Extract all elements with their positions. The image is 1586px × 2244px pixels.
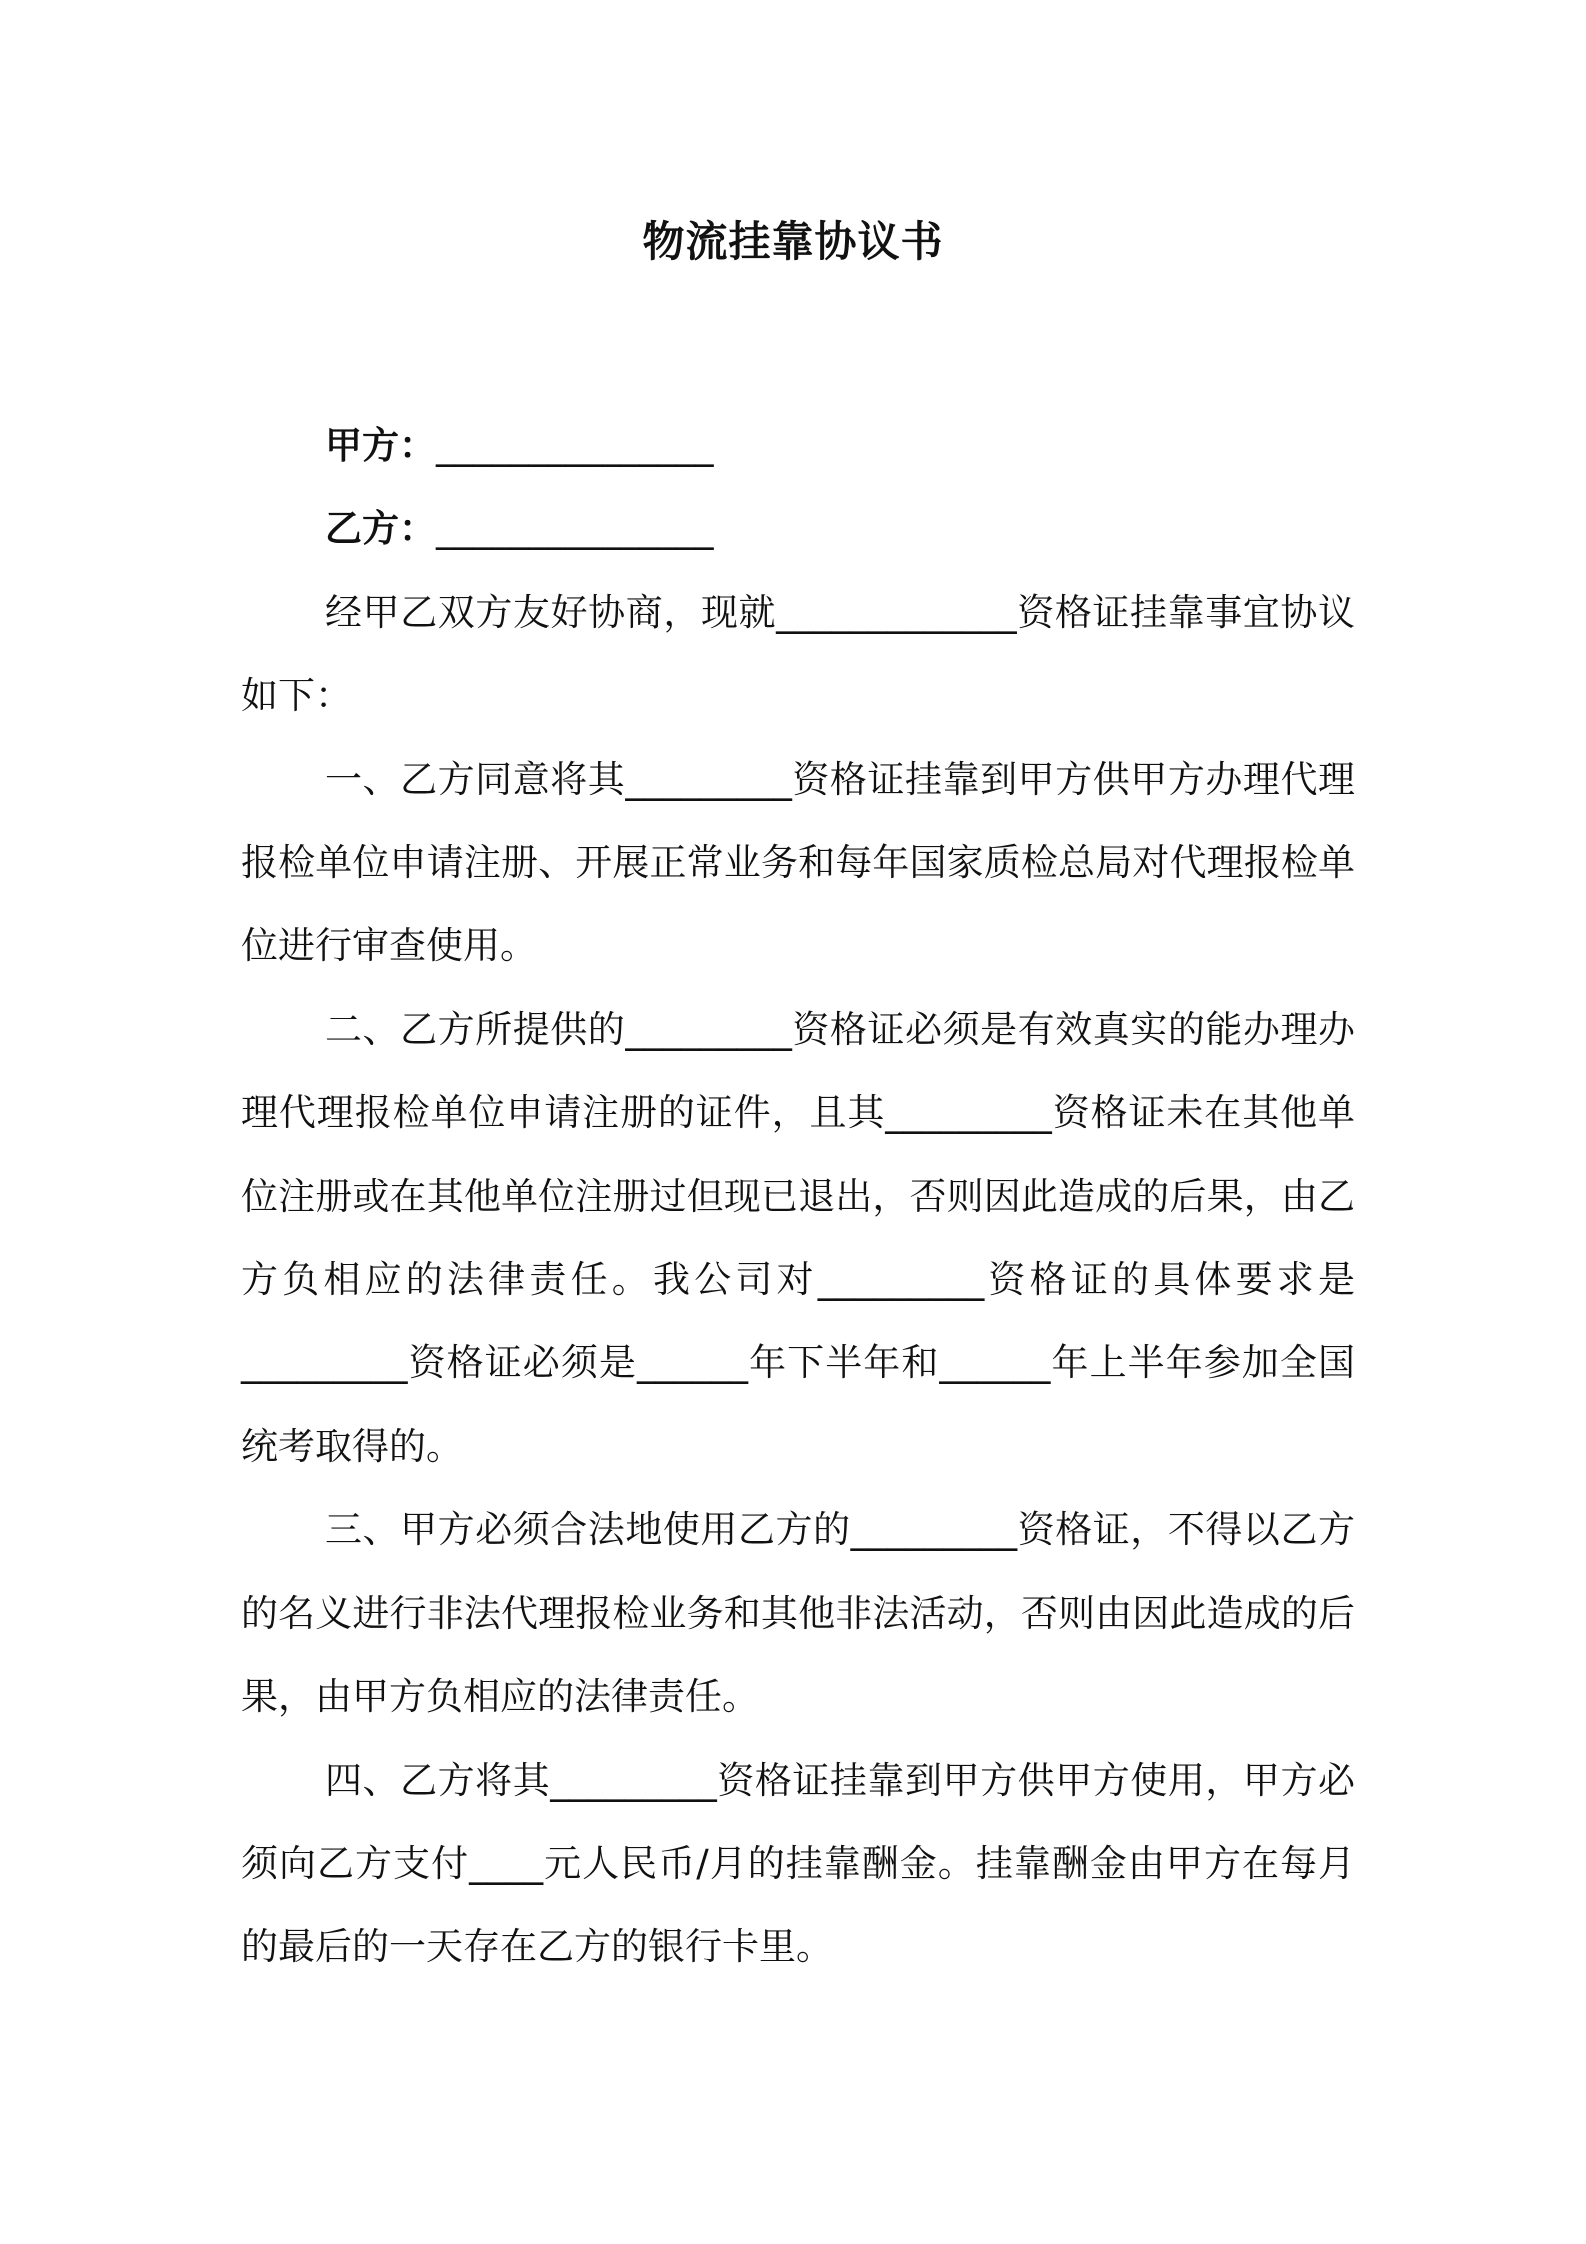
party-a-line (241, 404, 1355, 487)
document-title: 物流挂靠协议书 (642, 217, 944, 266)
party-b-label: 乙方： (325, 507, 436, 551)
intro-paragraph: 经甲乙双方友好协商，现就_____________资格证挂靠事宜协议如下： (241, 590, 1355, 718)
clause-4: 四、乙方将其_________资格证挂靠到甲方供甲方使用，甲方必须向乙方支付____元人民币/月的挂靠酬金。挂靠酬金由甲方在每月的最后的一天存在乙方的银行卡里。 (241, 1758, 1355, 1969)
document-body (241, 404, 1355, 1989)
party-a-blank: _______________ (436, 424, 714, 467)
clause-3: 三、甲方必须合法地使用乙方的_________资格证，不得以乙方的名义进行非法代理报检业务和其他非法活动，否则由因此造成的后果，由甲方负相应的法律责任。 (241, 1508, 1355, 1719)
party-b-line (241, 487, 1355, 570)
party-b-blank: _______________ (436, 507, 714, 551)
clause-2: 二、乙方所提供的_________资格证必须是有效真实的能办理办理代理报检单位申请注册的证件，且其_________资格证未在其他单位注册或在其他单位注册过但现已退出，否则因此造成的后果，由乙方负相应的法律责任。我公司对_________资格证的具体要求是_________资格证必须是______年下半年和______年上半年参加全国统考取得的。 (241, 1007, 1355, 1468)
clause-1: 一、乙方同意将其_________资格证挂靠到甲方供甲方办理代理报检单位申请注册、开展正常业务和每年国家质检总局对代理报检单位进行审查使用。 (241, 757, 1355, 968)
party-a-label: 甲方： (325, 424, 436, 467)
